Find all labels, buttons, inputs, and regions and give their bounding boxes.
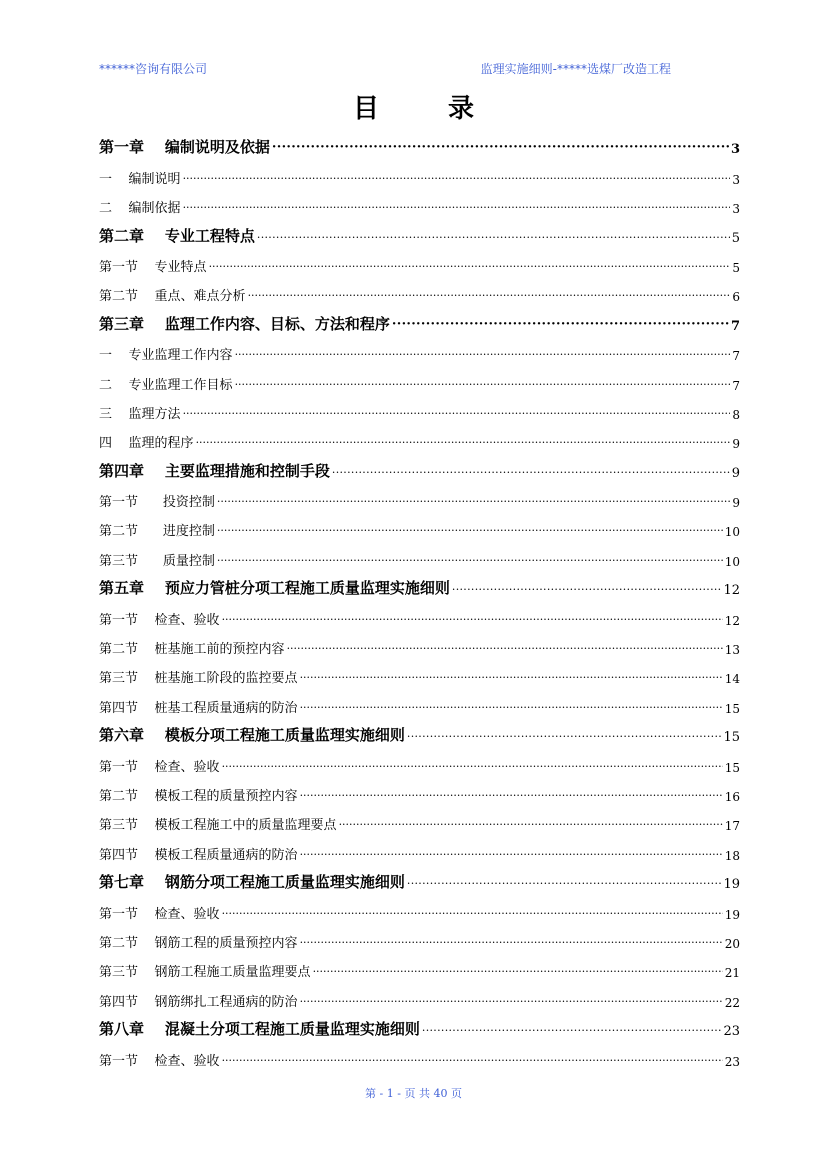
toc-entry-title: 监理的程序 [128, 436, 194, 452]
toc-entry-title: 专业工程特点 [164, 226, 255, 245]
toc-section-entry[interactable] [99, 485, 740, 514]
toc-section-entry[interactable] [99, 602, 740, 631]
toc-entry-gap [144, 316, 165, 334]
toc-entry-gap [138, 789, 155, 804]
toc-entry-gap [112, 436, 129, 451]
toc-entry-title: 进度控制 [162, 524, 215, 540]
toc-entry-title: 模板分项工程施工质量监理实施细则 [164, 726, 405, 745]
toc-entry-number: 三 [99, 406, 113, 422]
toc-page-number: 7 [730, 318, 740, 334]
toc-entry-title: 钢筋分项工程施工质量监理实施细则 [164, 873, 405, 892]
toc-chapter-entry[interactable] [99, 132, 740, 161]
toc-entry-title: 检查、验收 [154, 759, 220, 775]
toc-entry-number: 二 [99, 377, 113, 393]
toc-entry-gap [138, 1054, 155, 1069]
toc-section-entry[interactable] [99, 1043, 740, 1072]
toc-entry-number: 第三节 [99, 965, 139, 981]
toc-entry-gap [144, 580, 165, 598]
toc-dot-leader [332, 467, 730, 478]
toc-entry-gap [138, 642, 155, 657]
toc-dot-leader [196, 437, 731, 448]
toc-dot-leader [183, 173, 731, 184]
toc-entry-title: 专业特点 [154, 259, 207, 275]
toc-entry-number: 第四章 [99, 461, 145, 480]
toc-section-entry[interactable] [99, 955, 740, 984]
toc-page-number: 10 [724, 554, 740, 569]
toc-page-number: 23 [723, 1024, 740, 1040]
toc-dot-leader [313, 966, 723, 977]
toc-title: 目 录 [352, 94, 505, 124]
toc-dot-leader [217, 525, 723, 536]
toc-entry-gap [112, 201, 129, 216]
toc-entry-gap [138, 613, 155, 628]
toc-dot-leader [407, 731, 722, 742]
toc-entry-gap [144, 139, 165, 157]
toc-section-entry[interactable] [99, 690, 740, 719]
toc-page-number: 9 [731, 465, 740, 481]
toc-dot-leader [222, 761, 723, 772]
toc-dot-leader [392, 318, 729, 331]
toc-section-entry[interactable] [99, 632, 740, 661]
toc-entry-gap [138, 289, 155, 304]
toc-page-number: 23 [724, 1054, 740, 1069]
toc-page-number: 19 [724, 907, 740, 922]
toc-entry-title: 检查、验收 [154, 906, 220, 922]
toc-dot-leader [300, 790, 723, 801]
toc-entry-number: 第一节 [99, 759, 139, 775]
toc-entry-gap [144, 874, 165, 892]
toc-page-number: 22 [724, 995, 740, 1010]
toc-page-number: 3 [732, 202, 740, 217]
toc-entry-number: 第一节 [99, 259, 139, 275]
toc-entry-number: 第二节 [99, 524, 139, 540]
toc-entry-title: 监理方法 [128, 406, 181, 422]
toc-page-number: 13 [724, 643, 740, 658]
toc-dot-leader [248, 290, 731, 301]
toc-entry-title: 专业监理工作内容 [128, 348, 233, 364]
toc-page-number: 16 [724, 789, 740, 804]
toc-entry-title: 预应力管桩分项工程施工质量监理实施细则 [164, 579, 450, 598]
toc-page-number: 12 [724, 613, 740, 628]
toc-dot-leader [183, 202, 731, 213]
toc-chapter-entry[interactable] [99, 1014, 740, 1043]
toc-entry-gap [144, 727, 165, 745]
toc-entry-gap [112, 407, 129, 422]
toc-dot-leader [287, 643, 723, 654]
toc-dot-leader [222, 1055, 723, 1066]
toc-entry-title: 监理工作内容、目标、方法和程序 [164, 314, 390, 333]
toc-section-entry[interactable] [99, 367, 740, 396]
toc-section-entry[interactable] [99, 926, 740, 955]
toc-entry-title: 桩基工程质量通病的防治 [154, 700, 298, 716]
toc-entry-title: 编制说明及依据 [164, 138, 270, 157]
toc-entry-gap [112, 172, 129, 187]
toc-entry-number: 第一节 [99, 906, 139, 922]
toc-section-entry[interactable] [99, 250, 740, 279]
toc-section-entry[interactable] [99, 837, 740, 866]
toc-entry-title: 混凝土分项工程施工质量监理实施细则 [164, 1020, 420, 1039]
table-of-contents [99, 132, 740, 1073]
toc-entry-title: 模板工程质量通病的防治 [154, 847, 298, 863]
toc-page-number: 9 [732, 496, 740, 511]
toc-entry-gap [138, 965, 155, 980]
toc-page-number: 18 [724, 848, 740, 863]
toc-chapter-entry[interactable] [99, 720, 740, 749]
toc-entry-gap [138, 671, 155, 686]
toc-entry-title: 桩基施工阶段的监控要点 [154, 671, 298, 687]
toc-entry-number: 第三章 [99, 314, 145, 333]
toc-page-number: 15 [724, 701, 740, 716]
toc-section-entry[interactable] [99, 896, 740, 925]
toc-entry-gap [138, 495, 163, 510]
toc-entry-number: 第六章 [99, 726, 145, 745]
toc-entry-gap [144, 463, 165, 481]
toc-entry-number: 第八章 [99, 1020, 145, 1039]
toc-entry-number: 第一节 [99, 1053, 139, 1069]
toc-chapter-entry[interactable] [99, 308, 740, 337]
toc-section-entry[interactable] [99, 426, 740, 455]
toc-chapter-entry[interactable] [99, 455, 740, 484]
toc-entry-number: 第一章 [99, 138, 145, 157]
toc-entry-gap [112, 378, 129, 393]
toc-page-number: 9 [732, 437, 740, 452]
toc-section-entry[interactable] [99, 397, 740, 426]
toc-entry-title: 编制依据 [128, 201, 181, 217]
toc-entry-number: 第五章 [99, 579, 145, 598]
toc-page-number: 3 [730, 142, 740, 158]
toc-page-number: 7 [732, 349, 740, 364]
toc-page-number: 12 [723, 583, 740, 599]
toc-entry-gap [138, 936, 155, 951]
toc-dot-leader [452, 584, 722, 595]
toc-section-entry[interactable] [99, 543, 740, 572]
toc-entry-title: 编制说明 [128, 171, 181, 187]
toc-dot-leader [217, 555, 723, 566]
toc-dot-leader [183, 408, 731, 419]
toc-entry-title: 钢筋绑扎工程通病的防治 [154, 994, 298, 1010]
toc-entry-number: 第四节 [99, 994, 139, 1010]
toc-entry-title: 钢筋工程的质量预控内容 [154, 935, 298, 951]
toc-entry-gap [138, 701, 155, 716]
toc-section-entry[interactable] [99, 514, 740, 543]
toc-page-number: 17 [724, 819, 740, 834]
page-header [99, 60, 671, 76]
toc-entry-gap [138, 848, 155, 863]
toc-entry-number: 第一节 [99, 495, 139, 511]
toc-section-entry[interactable] [99, 749, 740, 778]
toc-entry-gap [112, 348, 129, 363]
header-company: ******咨询有限公司 [99, 62, 208, 76]
toc-entry-gap [138, 760, 155, 775]
toc-section-entry[interactable] [99, 191, 740, 220]
toc-section-entry[interactable] [99, 338, 740, 367]
toc-page-number: 15 [724, 760, 740, 775]
toc-entry-number: 第二节 [99, 289, 139, 305]
toc-dot-leader [217, 496, 731, 507]
toc-entry-gap [138, 260, 155, 275]
toc-section-entry[interactable] [99, 661, 740, 690]
toc-entry-title: 钢筋工程施工质量监理要点 [154, 965, 311, 981]
header-document-title: 监理实施细则-*****选煤厂改造工程 [480, 62, 671, 76]
toc-dot-leader [272, 141, 729, 154]
toc-dot-leader [222, 908, 723, 919]
toc-page-number: 20 [724, 936, 740, 951]
toc-entry-title: 检查、验收 [154, 612, 220, 628]
toc-entry-number: 第七章 [99, 873, 145, 892]
toc-page-number: 15 [723, 730, 740, 746]
toc-entry-gap [138, 995, 155, 1010]
toc-dot-leader [209, 261, 731, 272]
toc-entry-number: 第三节 [99, 553, 139, 569]
toc-page-number: 5 [732, 260, 740, 275]
toc-entry-title: 专业监理工作目标 [128, 377, 233, 393]
toc-entry-number: 二 [99, 201, 113, 217]
toc-page-number: 8 [732, 407, 740, 422]
toc-dot-leader [300, 937, 723, 948]
toc-dot-leader [222, 614, 723, 625]
toc-chapter-entry[interactable] [99, 220, 740, 249]
toc-page-number: 14 [724, 672, 740, 687]
toc-entry-title: 检查、验收 [154, 1053, 220, 1069]
toc-page-number: 3 [732, 172, 740, 187]
toc-section-entry[interactable] [99, 279, 740, 308]
toc-entry-gap [138, 907, 155, 922]
toc-entry-number: 一 [99, 348, 113, 364]
toc-dot-leader [257, 232, 730, 243]
toc-section-entry[interactable] [99, 984, 740, 1013]
toc-entry-gap [144, 1021, 165, 1039]
toc-entry-number: 第二节 [99, 642, 139, 658]
toc-chapter-entry[interactable] [99, 573, 740, 602]
toc-section-entry[interactable] [99, 779, 740, 808]
toc-dot-leader [300, 672, 723, 683]
toc-entry-title: 质量控制 [162, 553, 215, 569]
page-footer: 第 - 1 - 页 共 40 页 [365, 1087, 462, 1100]
toc-entry-number: 一 [99, 171, 113, 187]
toc-entry-title: 主要监理措施和控制手段 [164, 461, 330, 480]
toc-dot-leader [422, 1025, 722, 1036]
toc-dot-leader [339, 819, 723, 830]
toc-entry-number: 第二章 [99, 226, 145, 245]
toc-page-number: 6 [732, 290, 740, 305]
toc-page-number: 21 [724, 966, 740, 981]
toc-entry-title: 模板工程施工中的质量监理要点 [154, 818, 337, 834]
toc-entry-title: 模板工程的质量预控内容 [154, 788, 298, 804]
toc-entry-title: 桩基施工前的预控内容 [154, 642, 285, 658]
toc-entry-number: 第三节 [99, 818, 139, 834]
toc-entry-title: 重点、难点分析 [154, 289, 246, 305]
toc-entry-number: 四 [99, 436, 113, 452]
toc-page-number: 10 [724, 525, 740, 540]
toc-entry-number: 第二节 [99, 935, 139, 951]
toc-page-number: 7 [732, 378, 740, 393]
toc-entry-number: 第四节 [99, 700, 139, 716]
toc-dot-leader [407, 878, 722, 889]
toc-dot-leader [300, 996, 723, 1007]
toc-entry-number: 第四节 [99, 847, 139, 863]
toc-entry-number: 第一节 [99, 612, 139, 628]
toc-section-entry[interactable] [99, 808, 740, 837]
toc-page-number: 19 [723, 877, 740, 893]
toc-page-number: 5 [731, 230, 740, 246]
toc-dot-leader [235, 379, 731, 390]
toc-dot-leader [300, 849, 723, 860]
toc-chapter-entry[interactable] [99, 867, 740, 896]
toc-entry-title: 投资控制 [162, 495, 215, 511]
toc-dot-leader [235, 349, 731, 360]
toc-entry-gap [138, 554, 163, 569]
toc-entry-number: 第三节 [99, 671, 139, 687]
toc-entry-gap [138, 818, 155, 833]
toc-section-entry[interactable] [99, 161, 740, 190]
toc-entry-gap [138, 524, 163, 539]
toc-entry-number: 第二节 [99, 788, 139, 804]
toc-dot-leader [300, 702, 723, 713]
toc-entry-gap [144, 228, 165, 246]
